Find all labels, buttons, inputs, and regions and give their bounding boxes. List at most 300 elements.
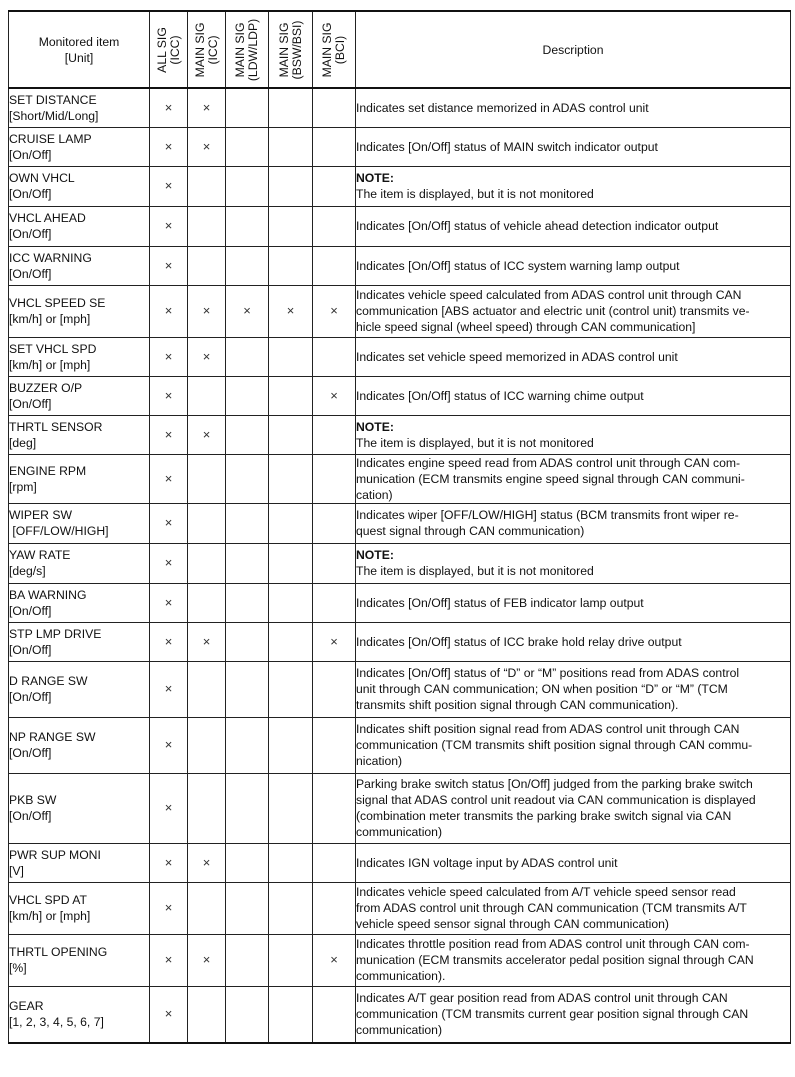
signal-mark-cell	[150, 882, 188, 934]
signal-mark-cell	[313, 88, 356, 127]
item-name: D RANGE SW	[9, 674, 88, 688]
header-unit-label: [Unit]	[64, 50, 94, 65]
check-mark: ×	[164, 218, 173, 233]
item-unit: [deg/s]	[9, 564, 46, 578]
signal-mark-cell	[188, 773, 226, 843]
signal-mark-cell	[150, 88, 188, 127]
table-row	[9, 337, 791, 376]
description-line: hicle speed signal (wheel speed) through CAN communication]	[356, 320, 696, 334]
item-unit: [deg]	[9, 435, 37, 450]
signal-mark-cell	[313, 206, 356, 246]
table-row	[9, 717, 791, 773]
signal-mark-cell	[188, 88, 226, 127]
signal-mark-cell	[313, 285, 356, 337]
signal-mark-cell	[188, 246, 226, 285]
header-main-sig-bci	[313, 11, 356, 88]
check-mark: ×	[243, 303, 251, 318]
table-row	[9, 583, 791, 622]
note-label: NOTE:	[356, 548, 394, 562]
item-unit: [km/h] or [mph]	[9, 909, 91, 923]
signal-mark-cell	[150, 415, 188, 454]
check-mark: ×	[164, 348, 173, 364]
monitored-item-cell	[9, 934, 150, 986]
signal-mark-cell	[150, 454, 188, 503]
signal-mark-cell	[150, 773, 188, 843]
check-mark: ×	[202, 633, 211, 649]
signal-mark-cell	[226, 415, 269, 454]
header-col-label: MAIN SIG	[276, 22, 291, 77]
signal-mark-cell	[226, 986, 269, 1043]
signal-mark-cell	[226, 127, 269, 166]
item-unit: [On/Off]	[9, 266, 52, 281]
signal-mark-cell	[313, 661, 356, 717]
monitored-item-cell	[9, 127, 150, 166]
monitored-item-cell	[9, 843, 150, 882]
signal-mark-cell	[313, 583, 356, 622]
item-unit: [Short/Mid/Long]	[9, 108, 99, 123]
signal-mark-cell	[226, 717, 269, 773]
signal-mark-cell	[150, 934, 188, 986]
signal-mark-cell	[188, 127, 226, 166]
check-mark: ×	[286, 303, 295, 318]
description-line: communication [ABS actuator and electric unit (control unit) transmits ve-	[356, 304, 750, 318]
signal-mark-cell	[313, 246, 356, 285]
description-line: transmits shift position signal through CAN communication).	[356, 698, 679, 712]
signal-mark-cell	[226, 166, 269, 206]
description-line: Indicates [On/Off] status of “D” or “M” positions read from ADAS control	[356, 666, 740, 680]
item-name: WIPER SW	[9, 508, 72, 522]
description-cell	[356, 583, 791, 622]
description-line: nication)	[356, 754, 403, 768]
item-unit: [On/Off]	[9, 187, 52, 201]
signal-mark-cell	[150, 503, 188, 543]
description-cell	[356, 503, 791, 543]
monitored-item-cell	[9, 376, 150, 415]
description-line: (combination meter transmits the parking brake switch signal via CAN	[356, 809, 732, 823]
signal-mark-cell	[226, 583, 269, 622]
table-row	[9, 622, 791, 661]
item-name: GEAR	[9, 999, 44, 1014]
description-cell	[356, 717, 791, 773]
signal-mark-cell	[269, 337, 313, 376]
signal-mark-cell	[188, 376, 226, 415]
description-line: Indicates [On/Off] status of ICC brake hold relay drive output	[356, 634, 682, 649]
check-mark: ×	[202, 138, 211, 154]
check-mark: ×	[164, 633, 173, 649]
monitored-item-cell	[9, 166, 150, 206]
check-mark: ×	[164, 138, 173, 154]
signal-mark-cell	[226, 503, 269, 543]
signal-mark-cell	[150, 246, 188, 285]
item-unit: [OFF/LOW/HIGH]	[9, 524, 109, 538]
signal-mark-cell	[188, 882, 226, 934]
signal-mark-cell	[313, 415, 356, 454]
check-mark: ×	[164, 594, 173, 610]
description-line: Indicates A/T gear position read from ADAS control unit through CAN	[356, 991, 728, 1006]
item-unit: [On/Off]	[9, 396, 52, 411]
item-name: NP RANGE SW	[9, 730, 96, 744]
signal-mark-cell	[150, 376, 188, 415]
item-name: THRTL SENSOR	[9, 419, 103, 434]
signal-mark-cell	[269, 717, 313, 773]
item-name: SET DISTANCE	[9, 92, 97, 107]
table-row	[9, 503, 791, 543]
header-col-sub: (BCI)	[333, 35, 347, 64]
table-row	[9, 773, 791, 843]
description-line: Indicates [On/Off] status of ICC warning chime output	[356, 388, 644, 403]
description-cell	[356, 622, 791, 661]
signal-mark-cell	[150, 717, 188, 773]
signal-mark-cell	[269, 622, 313, 661]
signal-mark-cell	[150, 986, 188, 1043]
signal-mark-cell	[226, 454, 269, 503]
check-mark: ×	[202, 348, 211, 364]
check-mark: ×	[202, 303, 211, 318]
item-unit: [V]	[9, 863, 24, 878]
table-row	[9, 246, 791, 285]
description-line: Indicates vehicle speed calculated from A/T vehicle speed sensor read	[356, 885, 736, 899]
signal-mark-cell	[188, 337, 226, 376]
description-line: quest signal through CAN communication)	[356, 524, 585, 538]
signal-mark-cell	[188, 622, 226, 661]
signal-mark-cell	[188, 503, 226, 543]
description-line: from ADAS control unit through CAN communication (TCM transmits A/T	[356, 901, 747, 915]
signal-mark-cell	[269, 661, 313, 717]
table-row	[9, 206, 791, 246]
table-body	[9, 88, 791, 1043]
monitored-item-cell	[9, 583, 150, 622]
item-unit: [On/Off]	[9, 809, 52, 823]
signal-mark-cell	[150, 337, 188, 376]
table-row	[9, 88, 791, 127]
monitored-item-cell	[9, 415, 150, 454]
signal-mark-cell	[313, 166, 356, 206]
signal-mark-cell	[269, 503, 313, 543]
header-col-sub: (BSW/BSI)	[289, 20, 304, 79]
description-line: communication).	[356, 969, 446, 983]
check-mark: ×	[164, 1006, 173, 1022]
table-row	[9, 986, 791, 1043]
description-cell	[356, 843, 791, 882]
item-name: VHCL AHEAD	[9, 211, 86, 225]
signal-mark-cell	[269, 206, 313, 246]
check-mark: ×	[164, 426, 173, 442]
monitored-item-cell	[9, 717, 150, 773]
description-cell	[356, 206, 791, 246]
check-mark: ×	[202, 99, 211, 115]
signal-mark-cell	[313, 773, 356, 843]
description-line: unit through CAN communication; ON when position “D” or “M” (TCM	[356, 682, 728, 696]
signal-mark-cell	[150, 843, 188, 882]
signal-mark-cell	[226, 337, 269, 376]
monitored-item-cell	[9, 88, 150, 127]
signal-mark-cell	[313, 882, 356, 934]
description-cell	[356, 415, 791, 454]
item-unit: [km/h] or [mph]	[9, 357, 91, 372]
header-col-sub: (ICC)	[167, 34, 182, 65]
monitored-item-cell	[9, 337, 150, 376]
signal-mark-cell	[313, 454, 356, 503]
signal-mark-cell	[150, 206, 188, 246]
item-name: YAW RATE	[9, 548, 71, 562]
check-mark: ×	[330, 387, 338, 403]
signal-mark-cell	[188, 543, 226, 583]
description-line: munication (ECM transmits engine speed signal through CAN communi-	[356, 471, 745, 486]
check-mark: ×	[164, 470, 173, 486]
check-mark: ×	[202, 952, 211, 967]
check-mark: ×	[330, 633, 338, 649]
monitored-item-cell	[9, 246, 150, 285]
signal-mark-cell	[188, 661, 226, 717]
signal-mark-cell	[226, 622, 269, 661]
description-line: The item is displayed, but it is not monitored	[356, 435, 594, 450]
description-line: Indicates shift position signal read from ADAS control unit through CAN	[356, 722, 740, 736]
signal-mark-cell	[188, 206, 226, 246]
check-mark: ×	[164, 99, 173, 115]
description-line: communication (TCM transmits current gear position signal through CAN	[356, 1007, 749, 1022]
item-name: PKB SW	[9, 793, 57, 807]
signal-mark-cell	[150, 127, 188, 166]
item-name: BUZZER O/P	[9, 380, 83, 395]
signal-mark-cell	[188, 934, 226, 986]
header-col-sub: (LDW/LDP)	[246, 18, 260, 81]
check-mark: ×	[164, 681, 173, 696]
description-line: signal that ADAS control unit readout via CAN communication is displayed	[356, 793, 756, 807]
item-name: PWR SUP MONI	[9, 847, 101, 862]
signal-mark-cell	[226, 543, 269, 583]
signal-mark-cell	[226, 843, 269, 882]
signal-mark-cell	[313, 622, 356, 661]
signal-mark-cell	[313, 986, 356, 1043]
signal-mark-cell	[313, 503, 356, 543]
monitored-items-table	[8, 10, 791, 1044]
description-cell	[356, 337, 791, 376]
description-line: The item is displayed, but it is not monitored	[356, 187, 594, 201]
table-row	[9, 843, 791, 882]
signal-mark-cell	[150, 583, 188, 622]
description-line: communication)	[356, 825, 443, 839]
signal-mark-cell	[269, 583, 313, 622]
description-line: Indicates [On/Off] status of MAIN switch indicator output	[356, 139, 658, 154]
item-name: ENGINE RPM	[9, 463, 87, 478]
check-mark: ×	[164, 900, 173, 915]
item-name: BA WARNING	[9, 587, 87, 602]
description-cell	[356, 127, 791, 166]
check-mark: ×	[164, 178, 173, 193]
description-cell	[356, 166, 791, 206]
check-mark: ×	[164, 303, 173, 318]
signal-mark-cell	[269, 543, 313, 583]
table-row	[9, 166, 791, 206]
signal-mark-cell	[188, 986, 226, 1043]
description-cell	[356, 986, 791, 1043]
item-unit: [1, 2, 3, 4, 5, 6, 7]	[9, 1015, 104, 1030]
monitored-item-cell	[9, 206, 150, 246]
header-col-label: MAIN SIG	[320, 22, 334, 77]
signal-mark-cell	[269, 376, 313, 415]
description-line: Indicates set distance memorized in ADAS control unit	[356, 100, 649, 115]
table-row	[9, 127, 791, 166]
signal-mark-cell	[226, 661, 269, 717]
table-row	[9, 543, 791, 583]
signal-mark-cell	[269, 88, 313, 127]
table-row	[9, 454, 791, 503]
description-line: Indicates IGN voltage input by ADAS control unit	[356, 855, 618, 870]
signal-mark-cell	[226, 206, 269, 246]
table-row	[9, 882, 791, 934]
signal-mark-cell	[269, 127, 313, 166]
signal-mark-cell	[269, 415, 313, 454]
item-name: SET VHCL SPD	[9, 341, 97, 356]
signal-mark-cell	[269, 934, 313, 986]
signal-mark-cell	[150, 166, 188, 206]
signal-mark-cell	[313, 934, 356, 986]
signal-mark-cell	[226, 773, 269, 843]
item-name: CRUISE LAMP	[9, 131, 92, 146]
check-mark: ×	[164, 800, 173, 815]
description-line: vehicle speed sensor signal through CAN communication)	[356, 917, 669, 931]
check-mark: ×	[164, 555, 173, 570]
item-unit: [km/h] or [mph]	[9, 312, 91, 326]
signal-mark-cell	[269, 166, 313, 206]
signal-mark-cell	[150, 285, 188, 337]
monitored-item-cell	[9, 986, 150, 1043]
item-name: ICC WARNING	[9, 250, 92, 265]
signal-mark-cell	[188, 454, 226, 503]
signal-mark-cell	[269, 773, 313, 843]
signal-mark-cell	[226, 285, 269, 337]
description-cell	[356, 285, 791, 337]
header-monitored-item	[9, 11, 150, 88]
check-mark: ×	[202, 426, 211, 442]
header-col-label: MAIN SIG	[192, 22, 207, 77]
item-name: STP LMP DRIVE	[9, 626, 102, 641]
header-description: Description	[356, 11, 791, 88]
check-mark: ×	[164, 387, 173, 403]
check-mark: ×	[164, 515, 173, 530]
check-mark: ×	[330, 952, 338, 967]
table-row	[9, 415, 791, 454]
description-cell	[356, 882, 791, 934]
header-main-sig-ldw-ldp	[226, 11, 269, 88]
item-unit: [On/Off]	[9, 746, 52, 760]
check-mark: ×	[164, 257, 173, 273]
description-cell	[356, 543, 791, 583]
header-main-sig-icc	[188, 11, 226, 88]
monitored-item-cell	[9, 454, 150, 503]
description-line: Indicates vehicle speed calculated from ADAS control unit through CAN	[356, 288, 742, 302]
check-mark: ×	[330, 303, 338, 318]
description-line: Indicates [On/Off] status of FEB indicator lamp output	[356, 595, 644, 610]
description-line: cation)	[356, 487, 393, 502]
signal-mark-cell	[188, 166, 226, 206]
header-item-label: Monitored item	[38, 34, 120, 49]
check-mark: ×	[164, 854, 173, 870]
signal-mark-cell	[269, 986, 313, 1043]
signal-mark-cell	[269, 882, 313, 934]
header-main-sig-bsw-bsi	[269, 11, 313, 88]
signal-mark-cell	[188, 843, 226, 882]
description-cell	[356, 88, 791, 127]
table-row	[9, 934, 791, 986]
signal-mark-cell	[188, 285, 226, 337]
monitored-item-cell	[9, 661, 150, 717]
description-line: munication (ECM transmits accelerator pedal position signal through CAN	[356, 953, 754, 967]
header-col-label: ALL SIG	[154, 26, 169, 73]
description-line: Indicates set vehicle speed memorized in ADAS control unit	[356, 349, 678, 364]
description-line: communication (TCM transmits shift position signal through CAN commu-	[356, 738, 753, 752]
monitored-item-cell	[9, 285, 150, 337]
signal-mark-cell	[313, 717, 356, 773]
monitored-item-cell	[9, 622, 150, 661]
signal-mark-cell	[150, 622, 188, 661]
item-unit: [rpm]	[9, 479, 37, 494]
check-mark: ×	[164, 952, 173, 967]
description-cell	[356, 246, 791, 285]
signal-mark-cell	[313, 337, 356, 376]
description-line: The item is displayed, but it is not monitored	[356, 564, 594, 578]
monitored-item-cell	[9, 503, 150, 543]
signal-mark-cell	[188, 583, 226, 622]
description-cell	[356, 454, 791, 503]
item-unit: [On/Off]	[9, 147, 52, 162]
note-label: NOTE:	[356, 419, 394, 434]
monitored-item-cell	[9, 773, 150, 843]
description-line: communication)	[356, 1023, 443, 1038]
header-col-sub: (ICC)	[205, 34, 220, 65]
signal-mark-cell	[150, 661, 188, 717]
item-name: VHCL SPD AT	[9, 893, 87, 907]
description-cell	[356, 376, 791, 415]
table-row	[9, 285, 791, 337]
signal-mark-cell	[313, 843, 356, 882]
description-line: Indicates wiper [OFF/LOW/HIGH] status (BCM transmits front wiper re-	[356, 508, 739, 522]
signal-mark-cell	[226, 88, 269, 127]
item-unit: [%]	[9, 961, 27, 975]
signal-mark-cell	[313, 543, 356, 583]
signal-mark-cell	[226, 934, 269, 986]
item-name: OWN VHCL	[9, 171, 75, 185]
item-unit: [On/Off]	[9, 642, 52, 657]
description-line: Indicates [On/Off] status of vehicle ahead detection indicator output	[356, 219, 719, 233]
signal-mark-cell	[313, 127, 356, 166]
description-cell	[356, 773, 791, 843]
description-cell	[356, 661, 791, 717]
item-name: VHCL SPEED SE	[9, 296, 106, 310]
item-unit: [On/Off]	[9, 227, 52, 241]
signal-mark-cell	[226, 376, 269, 415]
monitored-item-cell	[9, 882, 150, 934]
signal-mark-cell	[269, 246, 313, 285]
header-all-sig-icc	[150, 11, 188, 88]
signal-mark-cell	[188, 415, 226, 454]
description-line: Indicates engine speed read from ADAS control unit through CAN com-	[356, 455, 741, 470]
table-row	[9, 661, 791, 717]
signal-mark-cell	[269, 454, 313, 503]
description-line: Parking brake switch status [On/Off] judged from the parking brake switch	[356, 777, 753, 791]
signal-mark-cell	[313, 376, 356, 415]
signal-mark-cell	[188, 717, 226, 773]
signal-mark-cell	[269, 285, 313, 337]
signal-mark-cell	[226, 246, 269, 285]
header-col-label: MAIN SIG	[233, 22, 247, 77]
description-cell	[356, 934, 791, 986]
item-unit: [On/Off]	[9, 690, 52, 704]
description-line: Indicates throttle position read from ADAS control unit through CAN com-	[356, 937, 750, 951]
signal-mark-cell	[150, 543, 188, 583]
signal-mark-cell	[226, 882, 269, 934]
description-line: Indicates [On/Off] status of ICC system warning lamp output	[356, 258, 680, 273]
